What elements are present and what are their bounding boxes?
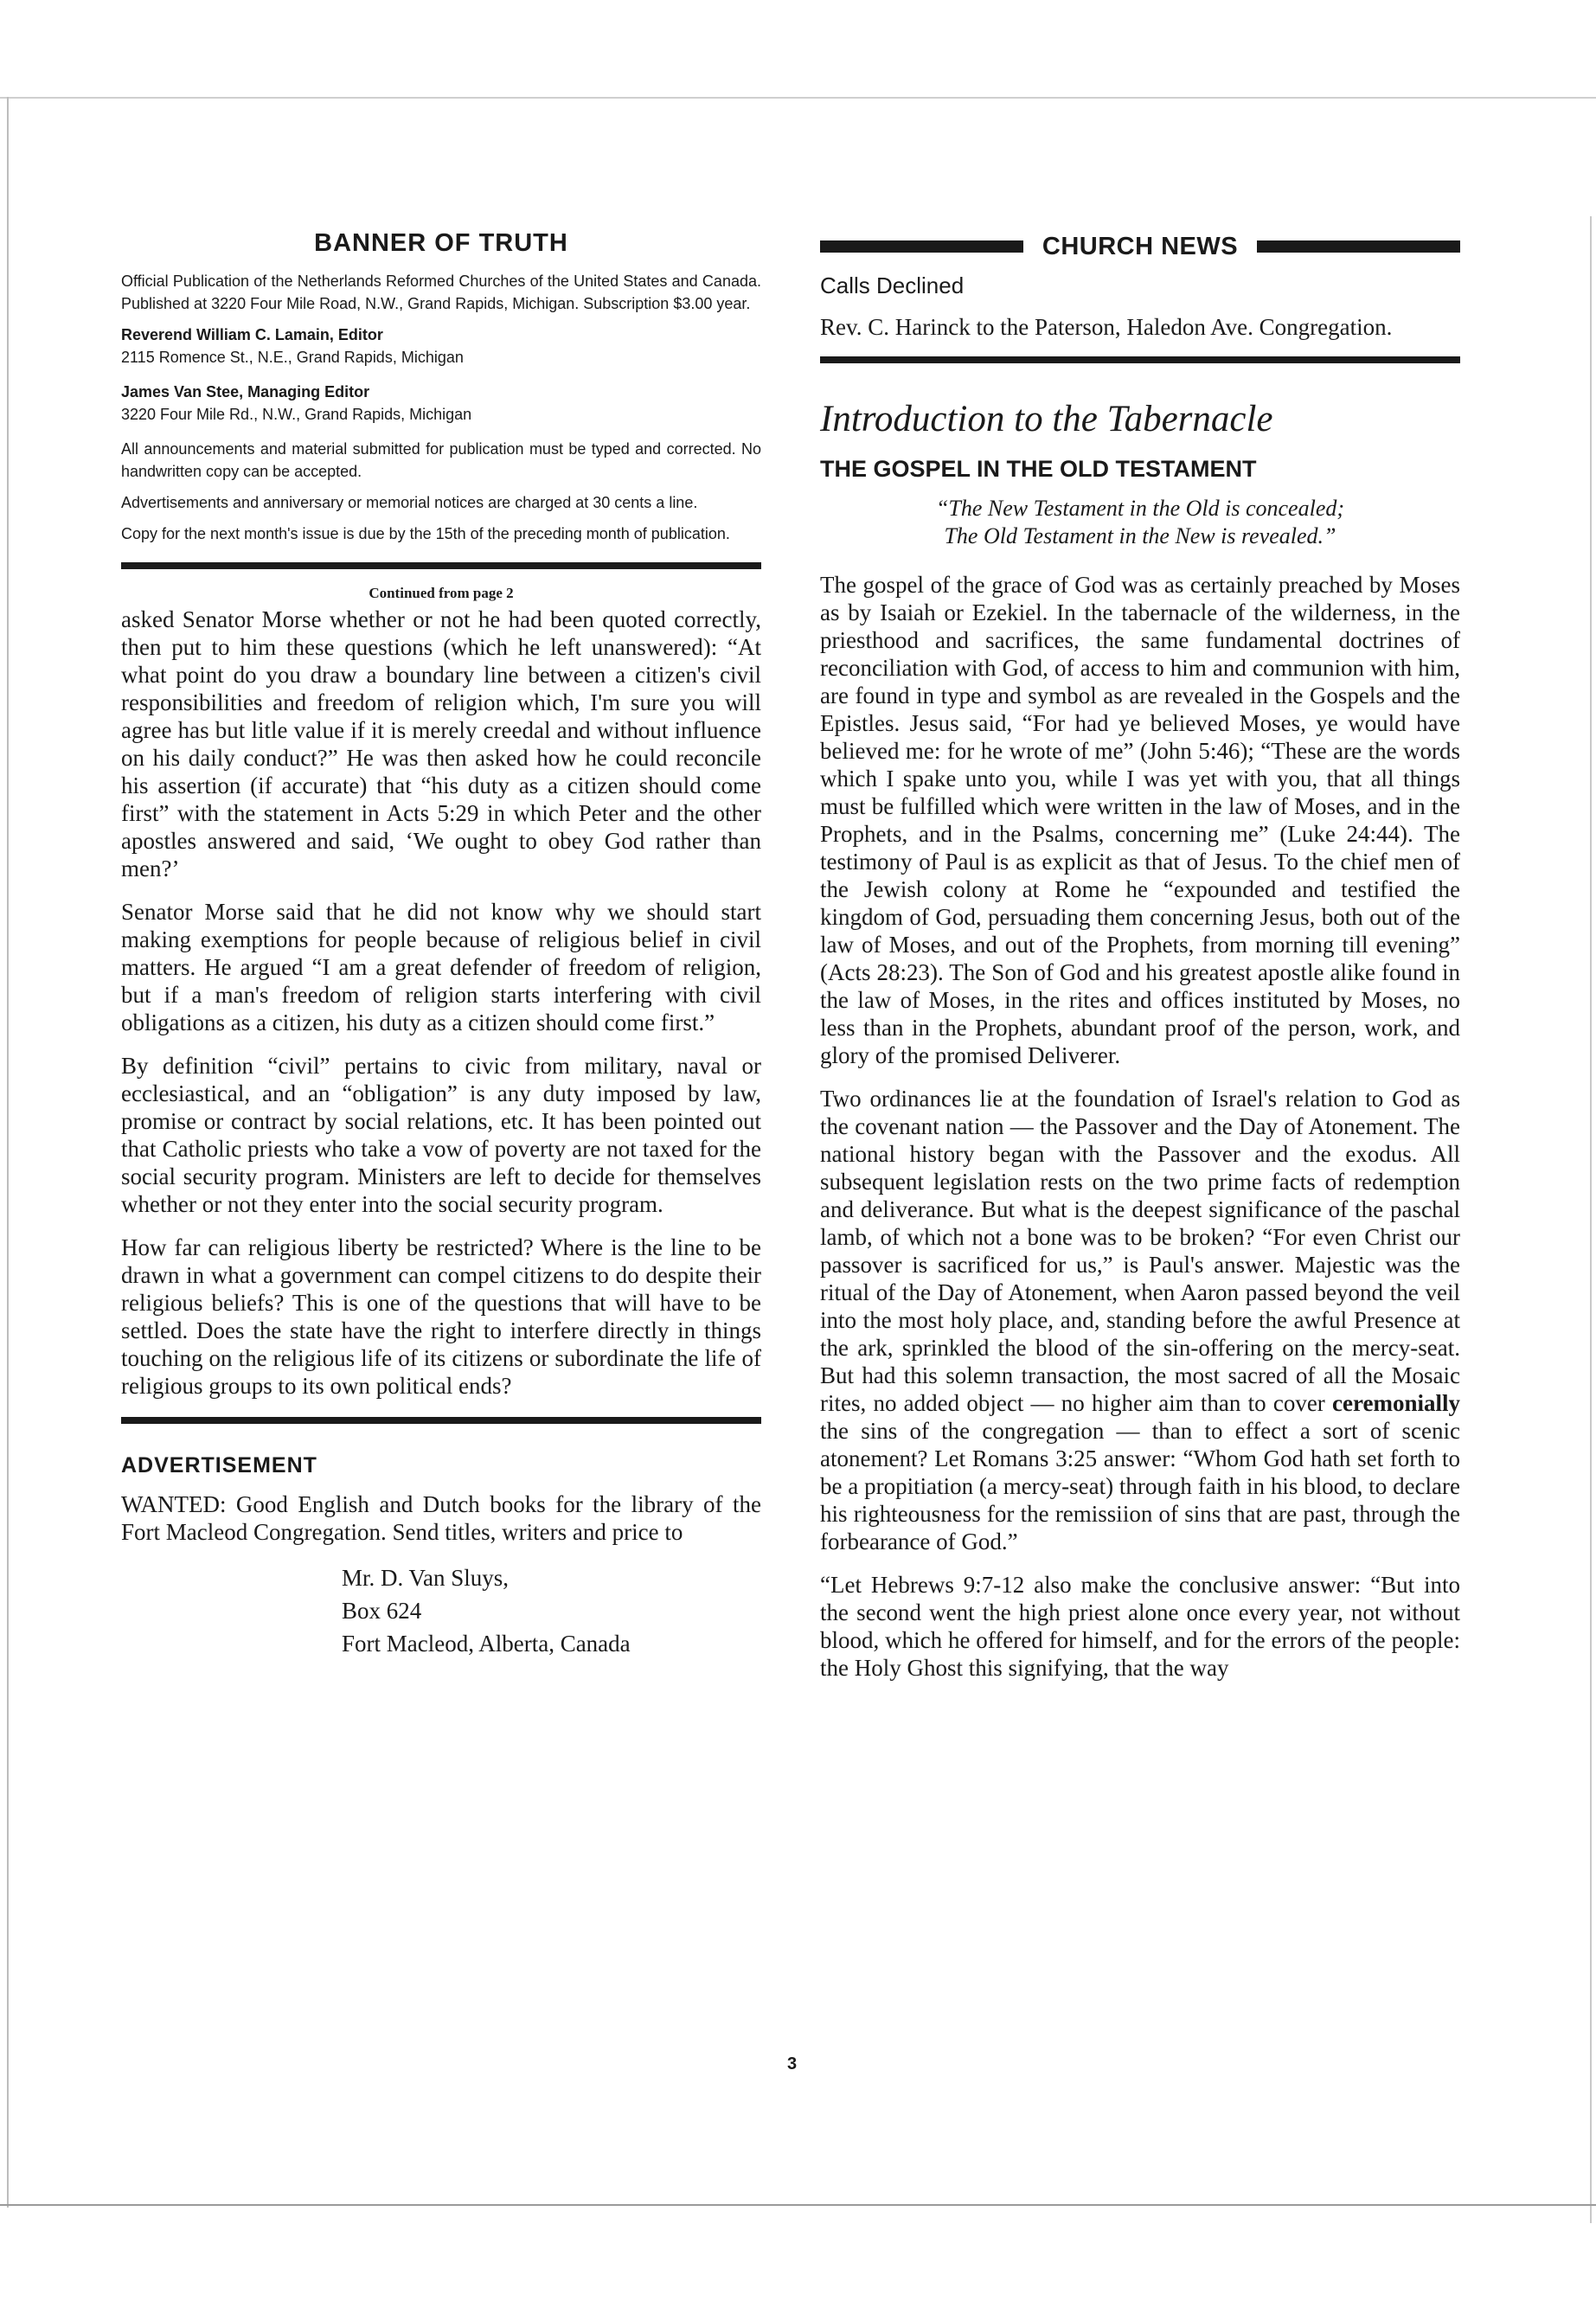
article-paragraph bbox=[820, 1085, 1460, 1555]
masthead-official: Official Publication of the Netherlands Reformed Churches of the United States and Canada. Published at 3220 Four Mile Road, N.W., Grand Rapids, Michigan. Subscription $3.00 year. bbox=[121, 272, 761, 312]
paragraph-part: Two ordinances lie at the foundation of Israel's relation to God as the covenant nation — the Passover and the Day of Atonement. The national history began with the Passover and the exodus. All subsequent legislation rests on the two prime facts of redemption and deliverance. But what is the deepest significance of the paschal lamb, of which not a bone was to be broken? “For even Christ our passover is sacrificed for us,” is Paul's answer. Majestic was the ritual of the Day of Atonement, when Aaron passed beyond the veil into the most holy place, and, standing before the awful Presence at the ark, sprinkled the blood of the sin-offering on the mercy-seat. But had this solemn transaction, the most sacred of all the Mosaic rites, no added object — no higher aim than to cover bbox=[820, 1086, 1460, 1416]
advertisement-address bbox=[342, 1561, 761, 1660]
masthead-managing-editor bbox=[121, 381, 761, 426]
masthead-announcements: All announcements and material submitted for publication must be typed and corrected. No handwritten copy can be accepted. bbox=[121, 440, 761, 480]
masthead-title: BANNER OF TRUTH bbox=[314, 229, 568, 257]
article-paragraph: How far can religious liberty be restricted? Where is the line to be drawn in what a government can compel citizens to do despite their religious beliefs? This is one of the questions that will have to be settled. Does the state have the right to interfere directly in things touching on the religious life of its citizens or subordinate the life of religious groups to its own political ends? bbox=[121, 1234, 761, 1399]
tabernacle-article bbox=[820, 398, 1460, 1682]
article-subtitle: THE GOSPEL IN THE OLD TESTAMENT bbox=[820, 456, 1257, 482]
advertisement-title: ADVERTISEMENT bbox=[121, 1453, 317, 1477]
article-paragraph: Senator Morse said that he did not know why we should start making exemptions for people because of religious belief in civil matters. He argued “I am a great defender of freedom of religion, but if a man's freedom of religion starts interfering with civil obligations as a citizen, his duty as a citizen should come first.” bbox=[121, 899, 761, 1035]
church-news-header bbox=[820, 229, 1460, 264]
calls-declined-text: Rev. C. Harinck to the Paterson, Haledon Ave. Congregation. bbox=[820, 314, 1393, 340]
editor-address: 2115 Romence St., N.E., Grand Rapids, Michigan bbox=[121, 349, 464, 366]
scan-top-edge bbox=[0, 97, 1596, 99]
divider-rule bbox=[121, 562, 761, 569]
masthead-editor bbox=[121, 324, 761, 369]
calls-declined-label: Calls Declined bbox=[820, 272, 965, 298]
advertisement-text: WANTED: Good English and Dutch books for the library of the Fort Macleod Congregation. Send titles, writers and price to bbox=[121, 1491, 761, 1545]
article-paragraph: asked Senator Morse whether or not he had been quoted correctly, then put to him these questions (which he left unanswered): “At what point do you draw a boundary line between a citizen's civil responsibilities and freedom of religion which, I'm sure you will agree has but litle value if it is merely creedal and without influence on his daily conduct?” He was then asked how he could reconcile his assertion (if accurate) that “his duty as a citizen should come first” with the statement in Acts 5:29 in which Peter and the other apostles answered and said, ‘We ought to obey God rather than men?’ bbox=[121, 606, 761, 881]
paragraph-part: the sins of the congregation — than to effect a sort of scenic atonement? Let Romans 3:25 answer: “Whom God hath set forth to be a propitiation (a mercy-seat) through faith in his blood, to declare his righteousness for the remissiion of sins that are past, through the forbearance of God.” bbox=[820, 1418, 1460, 1554]
address-name: Mr. D. Van Sluys, bbox=[342, 1565, 510, 1591]
article-title: Introduction to the Tabernacle bbox=[820, 399, 1273, 439]
article-epigraph bbox=[820, 495, 1460, 550]
page-number: 3 bbox=[787, 2054, 798, 2073]
left-column bbox=[121, 229, 761, 1660]
managing-editor-address: 3220 Four Mile Rd., N.W., Grand Rapids, Michigan bbox=[121, 406, 472, 423]
address-box: Box 624 bbox=[342, 1598, 422, 1624]
divider-rule bbox=[121, 1417, 761, 1424]
article-paragraph: The gospel of the grace of God was as certainly preached by Moses as by Isaiah or Ezekiel. In the tabernacle of the wilderness, in the priesthood and sacrifices, the same fundamental doctrines of reconciliation with God, of access to him and communion with him, are found in type and symbol as are revealed in the Gospels and the Epistles. Jesus said, “For had ye believed Moses, ye would have believed me: for he wrote of me” (John 5:46); “These are the words which I spake unto you, while I was yet with you, that all things must be fulfilled which were written in the law of Moses, and in the Prophets, and in the Psalms, concerning me” (Luke 24:44). The testimony of Paul is as explicit as that of Jesus. To the chief men of the Jewish colony at Rome he “expounded and testified the kingdom of God, persuading them concerning Jesus, both out of the law of Moses, and out of the Prophets, from morning till evening” (Acts 28:23). The Son of God and his greatest apostle alike found in the law of Moses, in the rites and offices instituted by Moses, no less than in the Prophets, abundant proof of the person, work, and glory of the promised Deliverer. bbox=[820, 572, 1460, 1068]
header-bar-left bbox=[820, 240, 1023, 253]
address-city: Fort Macleod, Alberta, Canada bbox=[342, 1631, 631, 1657]
masthead-advertisements: Advertisements and anniversary or memorial notices are charged at 30 cents a line. bbox=[121, 494, 698, 511]
epigraph-line: The Old Testament in the New is revealed.” bbox=[944, 523, 1336, 548]
scan-right-edge bbox=[1590, 216, 1592, 2223]
church-news-title: CHURCH NEWS bbox=[1042, 232, 1239, 260]
right-column bbox=[820, 229, 1460, 1697]
masthead bbox=[121, 229, 761, 545]
continued-article bbox=[121, 585, 761, 1400]
article-paragraph: “Let Hebrews 9:7-12 also make the conclusive answer: “But into the second went the high priest alone once every year, not without blood, which he offered for himself, and for the errors of the people: the Holy Ghost this signifying, that the way bbox=[820, 1572, 1460, 1681]
continued-label: Continued from page 2 bbox=[369, 585, 514, 601]
scan-left-edge bbox=[7, 97, 9, 2208]
scan-bottom-edge bbox=[0, 2204, 1596, 2206]
emphasis-word: ceremonially bbox=[1332, 1390, 1461, 1416]
epigraph-line: “The New Testament in the Old is concealed; bbox=[935, 496, 1345, 521]
article-paragraph: By definition “civil” pertains to civic from military, naval or ecclesiastical, and an “obligation” is any duty imposed by law, promise or contract by social relations, etc. It has been pointed out that Catholic priests who take a vow of poverty are not taxed for the social security program. Ministers are left to decide for themselves whether or not they enter into the social security program. bbox=[121, 1053, 761, 1217]
editor-name: Reverend William C. Lamain, Editor bbox=[121, 326, 383, 343]
divider-rule bbox=[820, 356, 1460, 363]
advertisement bbox=[121, 1453, 761, 1660]
masthead-copy-due: Copy for the next month's issue is due by the 15th of the preceding month of publication. bbox=[121, 525, 730, 542]
managing-editor-name: James Van Stee, Managing Editor bbox=[121, 383, 370, 401]
header-bar-right bbox=[1257, 240, 1460, 253]
